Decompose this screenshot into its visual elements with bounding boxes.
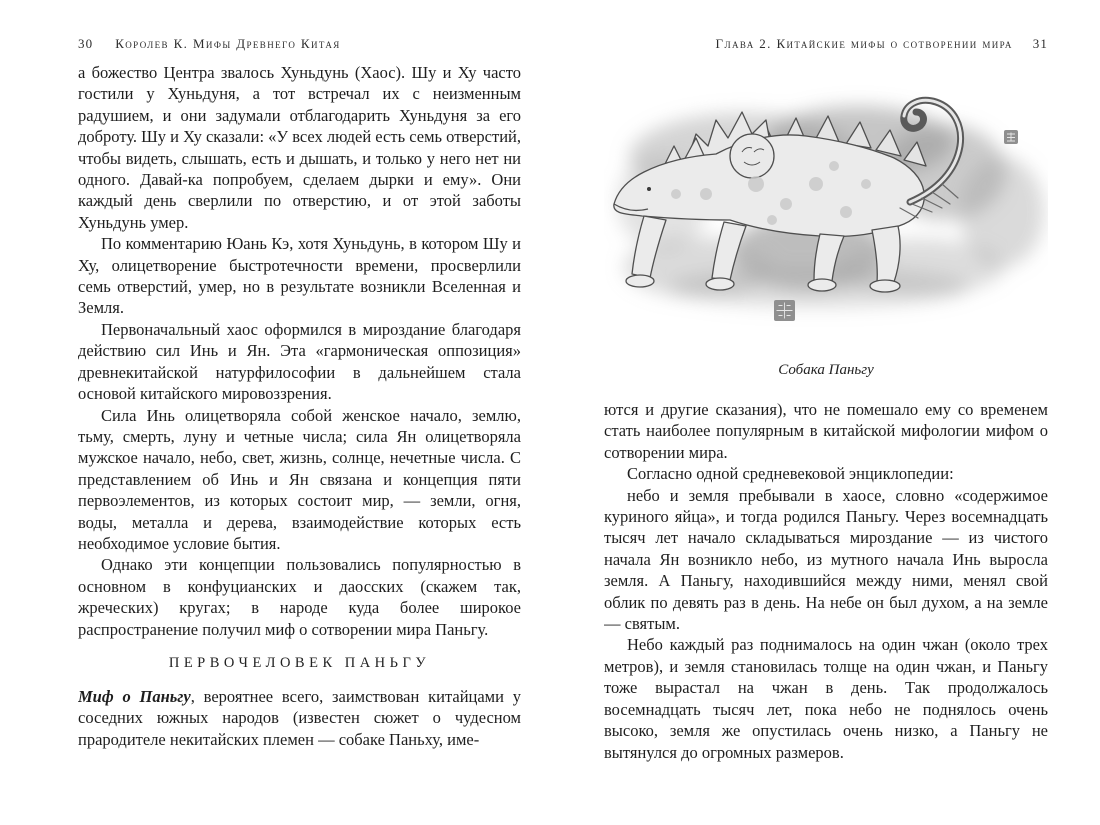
body-paragraph: Сила Инь олицетворяла собой женское начало, землю, тьму, смерть, луну и четные числа; сила Ян олицетворяла мужское начало, небо, свет, жизнь, солнце, нечетные числа. С представлением об Инь и Ян связана и концепция пяти первоэлементов, из которых состоит мир, — земли, огня, воды, металла и дерева, взаимодействие которых есть необходимое условие бытия. (78, 405, 521, 553)
right-running-head (716, 36, 1048, 52)
eye (647, 187, 651, 191)
right-page-number: 31 (1032, 36, 1048, 51)
body-paragraph: Небо каждый раз поднималось на один чжан (около трех метров), и земля становилась толще на один чжан, и Паньгу тоже вырастал на чжан в день. Так продолжалось восемнадцать тысяч лет, пока небо не поднялось очень высоко, земля же опустилась очень низко, а Паньгу не вытянулся до огромных размеров. (604, 635, 1048, 762)
lead-phrase: Миф о Паньгу (78, 686, 191, 706)
left-page-number: 30 (78, 36, 94, 51)
seal-stamp-bottom-icon (774, 300, 795, 321)
lead-paragraph-rest: , вероятнее всего, заимствован китайцами у соседних южных народов (известен сюжет о чудесном прародителе некитайских племен — собаке Паньху, име- (78, 686, 521, 749)
paw (808, 279, 836, 291)
body-paragraph: ются и другие сказания), что не помешало ему со временем стать наиболее популярным в китайской мифологии мифом о сотворении мира. (604, 400, 1048, 462)
section-heading: ПЕРВОЧЕЛОВЕК ПАНЬГУ (168, 654, 431, 671)
mane-face-motif (730, 134, 774, 178)
lead-paragraph (78, 686, 521, 750)
body-paragraph: Первоначальный хаос оформился в мироздание благодаря действию сил Инь и Ян. Эта «гармоническая оппозиция» древнекитайской натурфилософии в дальнейшем стала основой китайского мировоззрения. (78, 319, 521, 404)
pangu-dog-illustration (604, 62, 1048, 379)
paw (706, 278, 734, 290)
left-page-text-column (78, 62, 521, 772)
body-paragraph: Однако эти концепции пользовались популярностью в основном в конфуцианских и даосских (скажем так, жреческих) кругах; в народе куда более широкое распространение получил миф о сотворении мира Паньгу. (78, 555, 521, 639)
paw (626, 275, 654, 287)
paw (870, 280, 900, 292)
pangu-dog-ink-drawing (604, 62, 1048, 350)
body-paragraph: Согласно одной средневековой энциклопедии: (627, 464, 954, 484)
left-running-head (78, 36, 341, 52)
body-paragraph: По комментарию Юань Кэ, хотя Хуньдунь, в котором Шу и Ху, олицетворение быстротечности времени, просверлили семь отверстий, умер, но в результате возникли Вселенная и Земля. (78, 234, 521, 318)
body-paragraph: небо и земля пребывали в хаосе, словно «содержимое куриного яйца», и тогда родился Паньгу. Через восемнадцать тысяч лет начало складываться мироздание — из чистого начала Ян возникло небо, из мутного начала Инь выросла земля. А Паньгу, находившийся между ними, менял свой облик по девять раз в день. На небе он был духом, а на земле — святым. (604, 485, 1048, 634)
seal-stamp-top-icon (1004, 130, 1018, 144)
right-page-content-column (604, 62, 1048, 772)
body-paragraph: а божество Центра звалось Хуньдунь (Хаос). Шу и Ху часто гостили у Хуньдуня, а тот встречал их с неизменным радушием, и они задумали отблагодарить Хуньдуня за его доброту. Шу и Ху сказали: «У всех людей есть семь отверстий, чтобы видеть, слышать, есть и дышать, и только у него нет ни одного. Давай-ка попробуем, сделаем дырки и ему». Они каждый день сверлили по отверстию, и от этой заботы Хуньдунь умер. (78, 63, 521, 232)
right-running-title: Глава 2. Китайские мифы о сотворении мира (715, 36, 1013, 51)
left-running-title: Королев К. Мифы Древнего Китая (115, 36, 341, 51)
illustration-caption: Собака Паньгу (778, 362, 874, 378)
